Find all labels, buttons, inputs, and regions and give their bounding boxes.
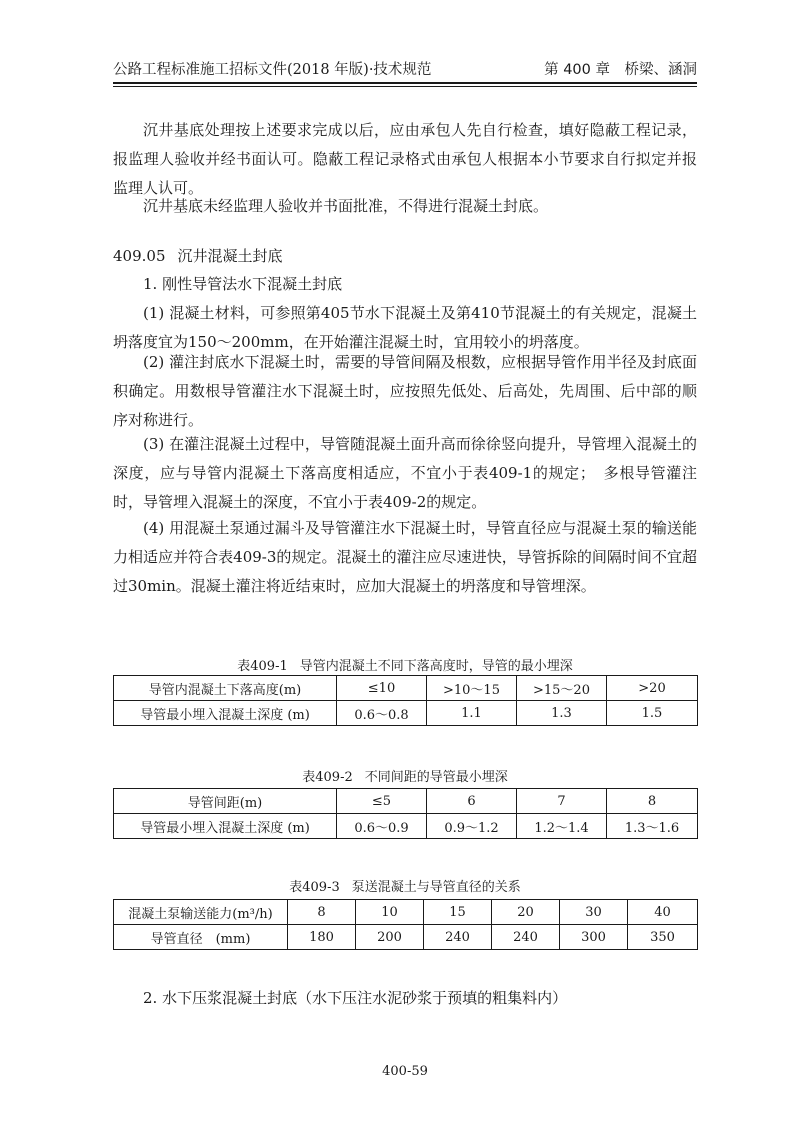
list-item: (2) 灌注封底水下混凝土时，需要的导管间隔及根数，应根据导管作用半径及封底面积确定。用数根导管灌注水下混凝土时，应按照先低处、后高处，先周围、后中部的顺序对称进行。: [113, 353, 697, 429]
table-cell: 导管最小埋入混凝土深度 (m): [114, 701, 337, 726]
table-cell: ≤5: [337, 789, 427, 814]
table-title: 导管内混凝土不同下落高度时，导管的最小埋深: [299, 659, 573, 674]
table-cell: 导管间距(m): [114, 789, 337, 814]
header-chapter-title: 第 400 章 桥梁、涵洞: [544, 62, 697, 78]
table-title: 不同间距的导管最小埋深: [364, 770, 508, 785]
table-cell: 6: [427, 789, 517, 814]
table-cell: 1.5: [607, 701, 698, 726]
header-document-title: 公路工程标准施工招标文件(2018 年版)·技术规范: [113, 62, 432, 78]
list-item: (3) 在灌注混凝土过程中，导管随混凝土面升高而徐徐竖向提升，导管埋入混凝土的深度，应与导管内混凝土下落高度相适应，不宜小于表409-1的规定； 多根导管灌注时，导管埋入混凝土的深度，不宜小于表409-2的规定。: [113, 435, 697, 511]
table-row: [114, 900, 698, 925]
list-item: (4) 用混凝土泵通过漏斗及导管灌注水下混凝土时，导管直径应与混凝土泵的输送能力相适应并符合表409-3的规定。混凝土的灌注应尽速进快，导管拆除的间隔时间不宜超过30min。混凝土灌注将近结束时，应加大混凝土的坍落度和导管埋深。: [113, 519, 697, 595]
table-cell: 8: [288, 900, 356, 925]
table-cell: 1.2～1.4: [517, 814, 607, 839]
table-cell: 导管内混凝土下落高度(m): [114, 676, 337, 701]
header-rule: [113, 82, 697, 84]
table-row: [114, 701, 698, 726]
table-cell: 240: [492, 925, 560, 950]
table-cell: 0.6～0.8: [337, 701, 427, 726]
section-heading: [113, 242, 697, 271]
table-cell: 200: [356, 925, 424, 950]
table-cell: 300: [560, 925, 628, 950]
table-number: 表409-1: [237, 659, 288, 674]
table-caption: [113, 655, 697, 674]
section-title: 沉井混凝土封底: [177, 247, 283, 265]
table-cell: >20: [607, 676, 698, 701]
page-number: 400-59: [382, 1064, 428, 1079]
header-rule-thin: [113, 86, 697, 87]
subsection-heading: 2. 水下压浆混凝土封底（水下压注水泥砂浆于预填的粗集料内）: [143, 989, 568, 1007]
table-409-2: [113, 788, 698, 839]
table-cell: 30: [560, 900, 628, 925]
section-number: 409.05: [113, 247, 166, 265]
table-cell: 导管最小埋入混凝土深度 (m): [114, 814, 337, 839]
running-header: [113, 58, 697, 80]
table-cell: 混凝土泵输送能力(m³/h): [114, 900, 288, 925]
table-409-3: [113, 899, 698, 950]
table-number: 表409-3: [289, 880, 340, 895]
table-cell: 0.9～1.2: [427, 814, 517, 839]
intro-paragraph: 沉井基底未经监理人验收并书面批准，不得进行混凝土封底。: [143, 197, 549, 215]
table-cell: 180: [288, 925, 356, 950]
table-cell: 10: [356, 900, 424, 925]
table-row: [114, 925, 698, 950]
table-cell: 7: [517, 789, 607, 814]
table-cell: ≤10: [337, 676, 427, 701]
table-cell: 1.3～1.6: [607, 814, 698, 839]
table-caption: [113, 876, 697, 895]
table-number: 表409-2: [302, 770, 353, 785]
intro-paragraph: 沉井基底处理按上述要求完成以后，应由承包人先自行检查，填好隐蔽工程记录，报监理人验收并经书面认可。隐蔽工程记录格式由承包人根据本小节要求自行拟定并报监理人认可。: [113, 121, 697, 197]
table-cell: 1.1: [427, 701, 517, 726]
table-cell: 20: [492, 900, 560, 925]
table-cell: 1.3: [517, 701, 607, 726]
subsection-heading: 1. 刚性导管法水下混凝土封底: [143, 275, 343, 293]
table-cell: 0.6～0.9: [337, 814, 427, 839]
table-cell: 15: [424, 900, 492, 925]
table-409-1: [113, 675, 698, 726]
table-cell: 350: [628, 925, 698, 950]
table-cell: 240: [424, 925, 492, 950]
table-cell: 40: [628, 900, 698, 925]
table-caption: [113, 766, 697, 785]
table-title: 泵送混凝土与导管直径的关系: [351, 880, 521, 895]
table-cell: 导管直径 (mm): [114, 925, 288, 950]
table-row: [114, 814, 698, 839]
table-cell: 8: [607, 789, 698, 814]
table-row: [114, 676, 698, 701]
table-cell: >15～20: [517, 676, 607, 701]
list-item: (1) 混凝土材料，可参照第405节水下混凝土及第410节混凝土的有关规定，混凝土坍落度宜为150～200mm，在开始灌注混凝土时，宜用较小的坍落度。: [113, 304, 697, 351]
table-row: [114, 789, 698, 814]
table-cell: >10～15: [427, 676, 517, 701]
